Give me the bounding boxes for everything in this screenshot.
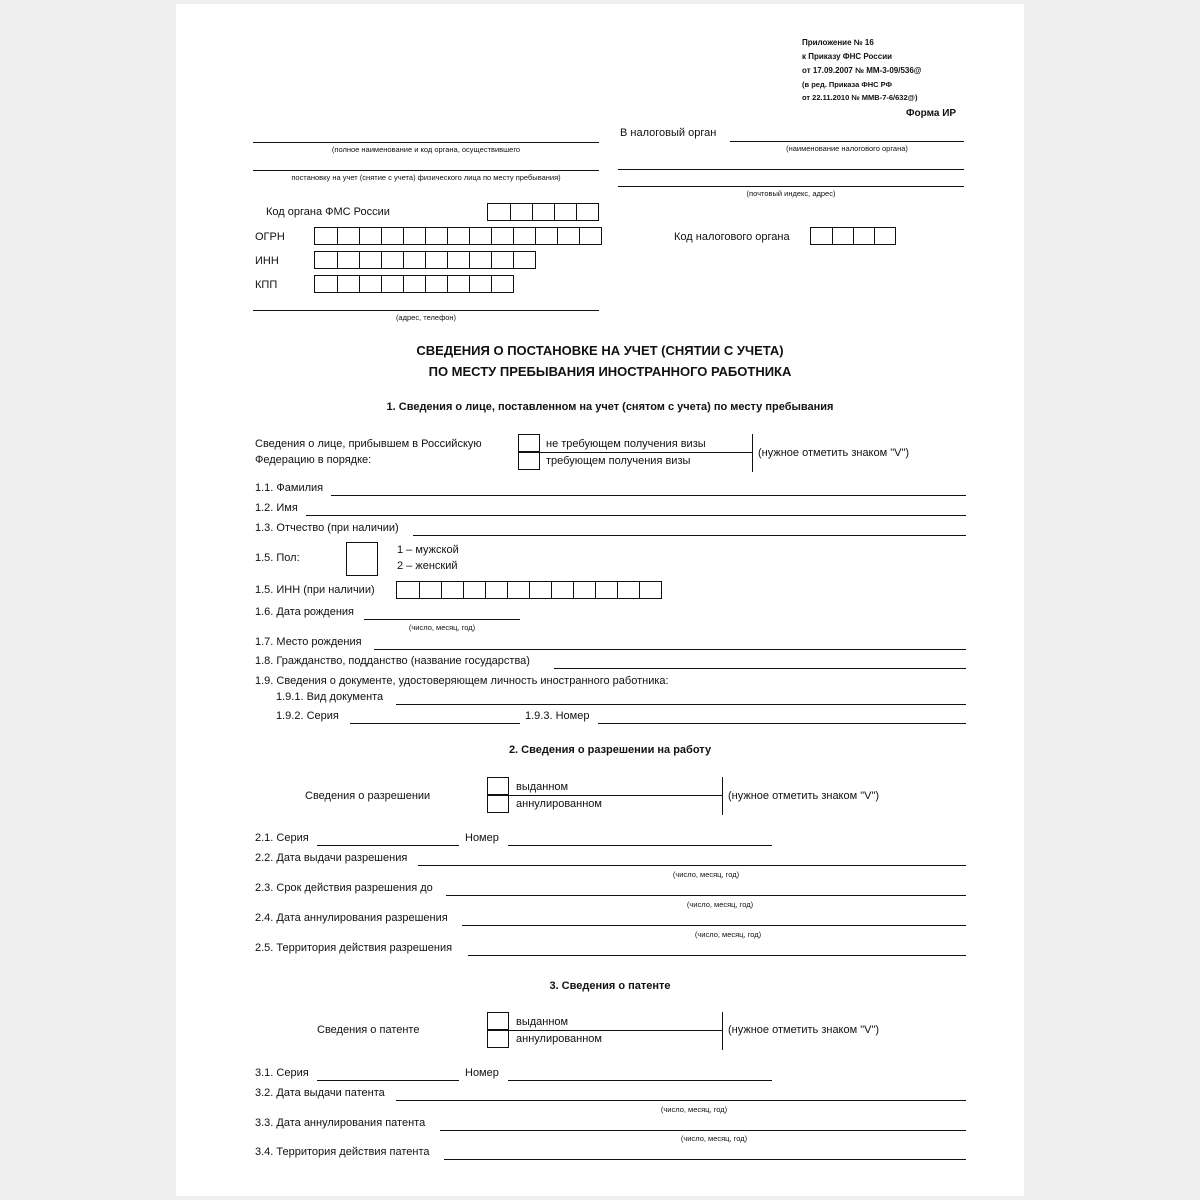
permit-cancel-date-label: 2.4. Дата аннулирования разрешения (255, 912, 448, 924)
permit-number-label: Номер (465, 832, 499, 844)
visa-divider (540, 452, 752, 453)
name-label: 1.2. Имя (255, 502, 298, 514)
permit-issued-checkbox[interactable] (487, 777, 509, 795)
doc-type-field[interactable] (396, 704, 966, 705)
inn-label: ИНН (255, 255, 279, 267)
patent-cancelled-checkbox[interactable] (487, 1030, 509, 1048)
appendix-line: Приложение № 16 (802, 38, 874, 47)
doc-number-label: 1.9.3. Номер (525, 710, 590, 722)
recipient-address-line-2[interactable] (618, 186, 964, 187)
patent-divider (509, 1030, 722, 1031)
tax-code-cells[interactable] (810, 227, 896, 245)
patent-cancelled-label: аннулированном (516, 1033, 602, 1045)
form-title-line-2: ПО МЕСТУ ПРЕБЫВАНИЯ ИНОСТРАННОГО РАБОТНИКА (428, 364, 792, 379)
recipient-address-caption: (почтовый индекс, адрес) (746, 189, 836, 198)
permit-mark-note: (нужное отметить знаком "V") (728, 790, 880, 802)
patronymic-field[interactable] (413, 535, 966, 536)
kpp-label: КПП (255, 279, 278, 291)
permit-valid-until-field[interactable] (446, 895, 966, 896)
sender-name-line-2[interactable] (253, 170, 599, 171)
patent-number-field[interactable] (508, 1080, 772, 1081)
patent-series-field[interactable] (317, 1080, 459, 1081)
doc-number-field[interactable] (598, 723, 966, 724)
section2-heading: 2. Сведения о разрешении на работу (508, 744, 712, 756)
patent-number-label: Номер (465, 1067, 499, 1079)
patent-label: Сведения о патенте (317, 1024, 420, 1036)
appendix-line: от 17.09.2007 № ММ-3-09/536@ (802, 66, 922, 75)
permit-bracket (722, 777, 723, 815)
no-visa-checkbox[interactable] (518, 434, 540, 452)
birth-date-field[interactable] (364, 619, 520, 620)
visa-option-1: не требующем получения визы (546, 438, 706, 450)
person-inn-label: 1.5. ИНН (при наличии) (255, 584, 375, 596)
sex-box[interactable] (346, 542, 378, 576)
appendix-line: к Приказу ФНС России (802, 52, 893, 61)
permit-divider (509, 795, 722, 796)
visa-mark-note: (нужное отметить знаком "V") (758, 447, 910, 459)
permit-number-field[interactable] (508, 845, 772, 846)
patent-issue-date-caption: (число, месяц, год) (660, 1105, 728, 1114)
surname-label: 1.1. Фамилия (255, 482, 324, 494)
form-name: Форма ИР (906, 108, 957, 119)
section1-heading: 1. Сведения о лице, поставленном на учет (снятом с учета) по месту пребывания (386, 401, 834, 413)
patronymic-label: 1.3. Отчество (при наличии) (255, 522, 399, 534)
permit-valid-until-label: 2.3. Срок действия разрешения до (255, 882, 433, 894)
sender-caption: (полное наименование и код органа, осуществившего (331, 145, 521, 154)
sex-female: 2 – женский (397, 560, 458, 572)
form-title-line-1: СВЕДЕНИЯ О ПОСТАНОВКЕ НА УЧЕТ (СНЯТИИ С УЧЕТА) (416, 343, 784, 358)
permit-issue-date-caption: (число, месяц, год) (672, 870, 740, 879)
patent-mark-note: (нужное отметить знаком "V") (728, 1024, 880, 1036)
visa-checkbox[interactable] (518, 452, 540, 470)
tax-authority-caption: (наименование налогового органа) (786, 144, 908, 153)
arrival-label-2: Федерацию в порядке: (255, 454, 372, 466)
tax-authority-label: В налоговый орган (620, 127, 717, 139)
permit-cancelled-checkbox[interactable] (487, 795, 509, 813)
citizenship-field[interactable] (554, 668, 966, 669)
birth-date-label: 1.6. Дата рождения (255, 606, 354, 618)
doc-series-field[interactable] (350, 723, 520, 724)
birth-date-caption: (число, месяц, год) (408, 623, 476, 632)
fms-code-cells[interactable] (487, 203, 599, 221)
patent-bracket (722, 1012, 723, 1050)
recipient-address-line-1[interactable] (618, 169, 964, 170)
person-inn-cells[interactable] (396, 581, 662, 599)
tax-authority-line[interactable] (730, 141, 964, 142)
permit-issued-label: выданном (516, 781, 569, 793)
surname-field[interactable] (331, 495, 966, 496)
sender-name-line[interactable] (253, 142, 599, 143)
patent-cancel-date-label: 3.3. Дата аннулирования патента (255, 1117, 426, 1129)
sender-address-caption: (адрес, телефон) (395, 313, 457, 322)
patent-issue-date-field[interactable] (396, 1100, 966, 1101)
patent-series-label: 3.1. Серия (255, 1067, 309, 1079)
permit-territory-label: 2.5. Территория действия разрешения (255, 942, 453, 954)
name-field[interactable] (306, 515, 966, 516)
patent-issued-checkbox[interactable] (487, 1012, 509, 1030)
doc-type-label: 1.9.1. Вид документа (276, 691, 384, 703)
sex-male: 1 – мужской (397, 544, 459, 556)
appendix-line: (в ред. Приказа ФНС РФ (802, 80, 892, 89)
section3-heading: 3. Сведения о патенте (549, 980, 671, 992)
permit-valid-until-caption: (число, месяц, год) (686, 900, 754, 909)
kpp-cells[interactable] (314, 275, 514, 293)
patent-territory-field[interactable] (444, 1159, 966, 1160)
patent-issued-label: выданном (516, 1016, 569, 1028)
arrival-label-1: Сведения о лице, прибывшем в Российскую (255, 438, 482, 450)
doc-series-label: 1.9.2. Серия (276, 710, 339, 722)
patent-cancel-date-caption: (число, месяц, год) (680, 1134, 748, 1143)
permit-label: Сведения о разрешении (305, 790, 431, 802)
inn-cells[interactable] (314, 251, 536, 269)
ogrn-label: ОГРН (255, 231, 285, 243)
permit-issue-date-label: 2.2. Дата выдачи разрешения (255, 852, 408, 864)
patent-issue-date-label: 3.2. Дата выдачи патента (255, 1087, 385, 1099)
fms-code-label: Код органа ФМС России (266, 206, 390, 218)
sender-caption-2: постановку на учет (снятие с учета) физического лица по месту пребывания) (291, 173, 561, 182)
birth-place-label: 1.7. Место рождения (255, 636, 362, 648)
visa-bracket (752, 434, 753, 472)
id-doc-label: 1.9. Сведения о документе, удостоверяющем личность иностранного работника: (255, 675, 669, 687)
permit-cancel-date-field[interactable] (462, 925, 966, 926)
patent-territory-label: 3.4. Территория действия патента (255, 1146, 430, 1158)
sex-label: 1.5. Пол: (255, 552, 300, 564)
permit-cancel-date-caption: (число, месяц, год) (694, 930, 762, 939)
tax-code-label: Код налогового органа (674, 231, 790, 243)
birth-place-field[interactable] (374, 649, 966, 650)
visa-option-2: требующем получения визы (546, 455, 691, 467)
citizenship-label: 1.8. Гражданство, подданство (название государства) (255, 655, 530, 667)
form-sheet (176, 4, 1024, 1196)
sender-address-line[interactable] (253, 310, 599, 311)
permit-series-label: 2.1. Серия (255, 832, 309, 844)
appendix-line: от 22.11.2010 № ММВ-7-6/632@) (802, 93, 918, 102)
permit-issue-date-field[interactable] (418, 865, 966, 866)
ogrn-cells[interactable] (314, 227, 602, 245)
patent-cancel-date-field[interactable] (440, 1130, 966, 1131)
permit-cancelled-label: аннулированном (516, 798, 602, 810)
permit-series-field[interactable] (317, 845, 459, 846)
permit-territory-field[interactable] (468, 955, 966, 956)
